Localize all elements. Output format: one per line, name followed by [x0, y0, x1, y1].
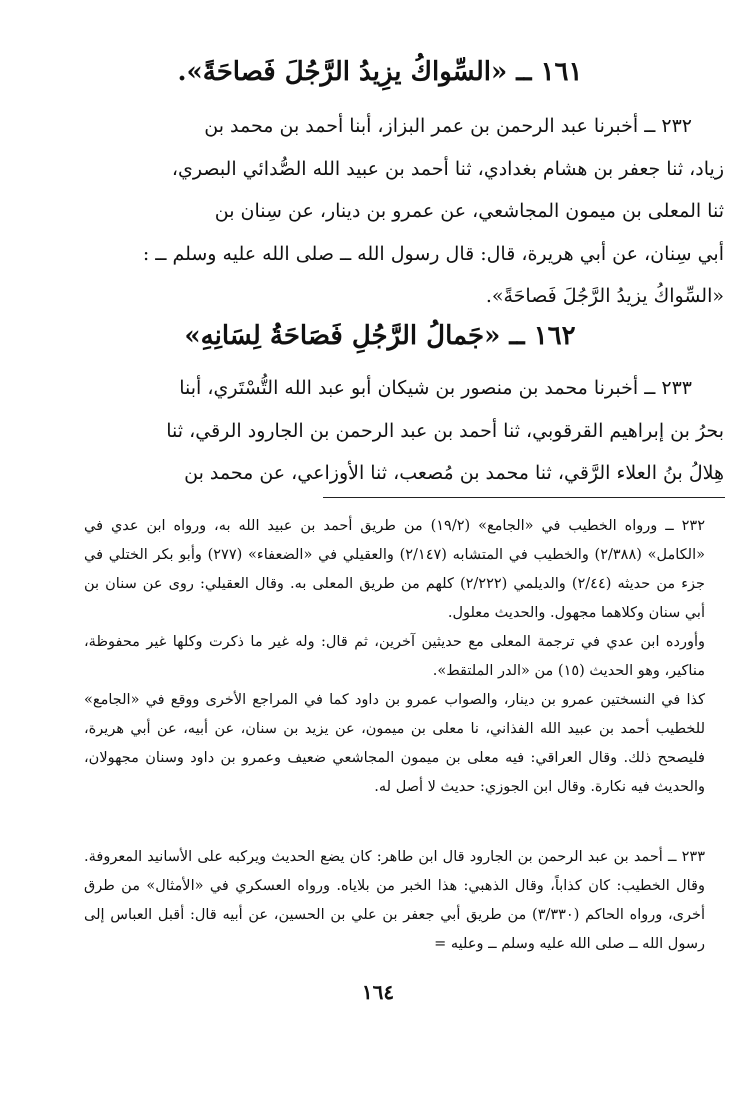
footnote-separator — [323, 497, 725, 498]
hadith-232-line: أبي سِنان، عن أبي هريرة، قال: قال رسول الله ــ صلى الله عليه وسلم ــ : — [142, 242, 724, 265]
heading-161: ١٦١ ــ «السِّواكُ يزِيدُ الرَّجُلَ فَصاحَةً». — [177, 57, 583, 87]
footnote-232-para-1: ٢٣٢ ــ ورواه الخطيب في «الجامع» (١٩/٢) من طريق أحمد بن عبيد الله به، ورواه ابن عدي في «الكامل» (٢/٣٨٨) والخطيب في المتشابه (٢/١٤٧) والعقيلي في «الضعفاء» (٢٧٧) وأبو بكر الختلي في جزء من حديثه (٢/٤٤) والديلمي (٢/٢٢٢) كلهم من طريق المعلى به. وقال العقيلي: روى عن سنان بن أبي سنان وكلاهما مجهول. والحديث معلول. — [84, 518, 705, 621]
footnote-232-para-3: كذا في النسختين عمرو بن دينار، والصواب عمرو بن داود كما في المراجع الأخرى ووقع في «الجامع» للخطيب أحمد بن عبيد الله الفذاني، نا معلى بن ميمون، عن يزيد بن سنان، عن أبيه، عن أبي هريرة، فليصحح ذلك. وقال العراقي: فيه معلى بن ميمون المجاشعي ضعيف وعمرو بن داود وسنان مجهولان، والحديث فيه نكارة. وقال ابن الجوزي: حديث لا أصل له. — [84, 692, 705, 795]
hadith-233-text — [88, 367, 724, 495]
hadith-233-line: هِلالُ بنُ العلاء الرَّقي، ثنا محمد بن مُصعب، ثنا الأوزاعي، عن محمد بن — [184, 462, 724, 484]
hadith-232-text — [88, 105, 724, 318]
footnote-232 — [84, 512, 727, 802]
heading-162: ١٦٢ ــ «جَمالُ الرَّجُلِ فَصَاحَةُ لِسَانِهِ» — [184, 321, 576, 351]
page-number: ١٦٤ — [361, 980, 395, 1004]
hadith-233-line: بحرُ بن إبراهيم القرقوبي، ثنا أحمد بن عبد الرحمن بن الجارود الرقي، ثنا — [166, 419, 724, 442]
hadith-232-line: ٢٣٢ ــ أخبرنا عبد الرحمن بن عمر البزاز، أبنا أحمد بن محمد بن — [204, 115, 692, 137]
hadith-232-line: «السِّواكُ يزيدُ الرَّجُلَ فَصاحَةً». — [485, 285, 724, 307]
hadith-233-line: ٢٣٣ ــ أخبرنا محمد بن منصور بن شيكان أبو عبد الله التُّسْتَري، أبنا — [179, 377, 692, 399]
footnote-233 — [84, 843, 727, 959]
footnote-232-para-2: وأورده ابن عدي في ترجمة المعلى مع حديثين آخرين، ثم قال: وله غير ما ذكرت وكلها غير محفوظة، مناكير، وهو الحديث (١٥) من «الدر الملتقط». — [84, 634, 705, 679]
hadith-232-line: ثنا المعلى بن ميمون المجاشعي، عن عمرو بن دينار، عن سِنان بن — [214, 200, 724, 222]
hadith-232-line: زياد، ثنا جعفر بن هشام بغدادي، ثنا أحمد بن عبيد الله الصُّدائي البصري، — [171, 157, 724, 180]
footnote-233-para-1: ٢٣٣ ــ أحمد بن عبد الرحمن بن الجارود قال ابن طاهر: كان يضع الحديث ويركبه على الأسانيد المعروفة. وقال الخطيب: كان كذاباً، وقال الذهبي: هذا الخبر من بلاياه. ورواه العسكري في «الأمثال» من طرق أخرى، ورواه الحاكم (٣/٣٣٠) من طريق أبي جعفر بن علي بن الحسين، عن أبيه قال: أقبل العباس إلى رسول الله ــ صلى الله عليه وسلم ــ وعليه = — [84, 849, 705, 952]
